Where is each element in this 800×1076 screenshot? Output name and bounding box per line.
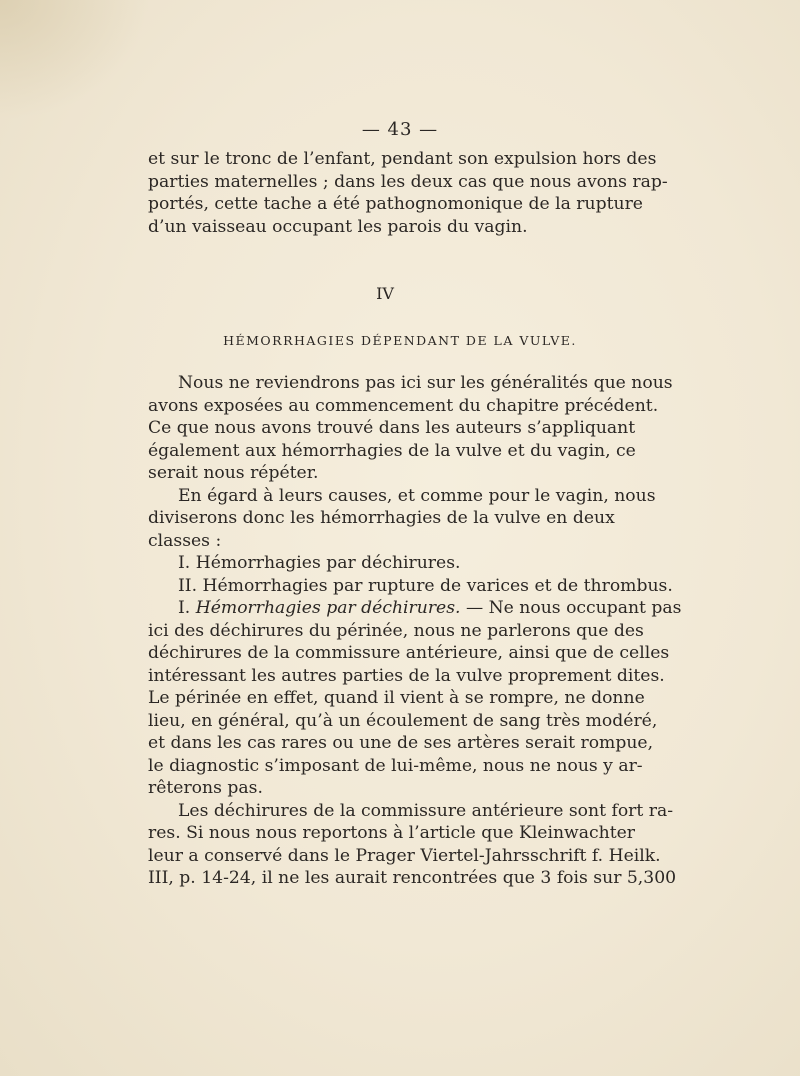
intro-paragraph <box>148 148 668 238</box>
text-line: lieu, en général, qu’à un écoulement de sang très modéré, <box>148 710 658 731</box>
classification-item: I. Hémorrhagies par déchirures. <box>178 553 461 573</box>
text-line: et dans les cas rares ou une de ses artères serait rompue, <box>148 733 654 753</box>
text-line: ici des déchirures du périnée, nous ne parlerons que des <box>148 620 644 641</box>
text-line: Le périnée en effet, quand il vient à se rompre, ne donne <box>148 688 645 708</box>
subsection-number: I. <box>178 598 191 618</box>
text-line: leur a conservé dans le Prager Viertel-Jahrsschrift f. Heilk. <box>148 845 661 866</box>
text-line: diviserons donc les hémorrhagies de la vulve en deux <box>148 508 615 528</box>
text-fragment: — Ne nous occupant pas <box>465 598 682 618</box>
subsection-heading-line <box>148 597 682 620</box>
section-body <box>148 372 682 890</box>
text-line: déchirures de la commissure antérieure, ainsi que de celles <box>148 643 670 663</box>
subsection-title: Hémorrhagies par déchirures. <box>195 598 461 618</box>
text-line: III, p. 14-24, il ne les aurait rencontrées que 3 fois sur 5,300 <box>148 868 677 888</box>
section-title: HÉMORRHAGIES DÉPENDANT DE LA VULVE. <box>223 333 577 348</box>
text-line: le diagnostic s’imposant de lui-même, nous ne nous y ar- <box>148 755 643 776</box>
section-number: IV <box>376 284 394 303</box>
text-line: Nous ne reviendrons pas ici sur les généralités que nous <box>178 373 673 393</box>
text-line: parties maternelles ; dans les deux cas que nous avons rap- <box>148 171 668 192</box>
text-line: avons exposées au commencement du chapitre précédent. <box>148 395 659 416</box>
text-line: également aux hémorrhagies de la vulve et du vagin, ce <box>148 440 636 461</box>
text-line: En égard à leurs causes, et comme pour le vagin, nous <box>178 485 656 506</box>
text-line: serait nous répéter. <box>148 463 319 483</box>
text-line: et sur le tronc de l’enfant, pendant son expulsion hors des <box>148 149 657 169</box>
text-line: Les déchirures de la commissure antérieure sont fort ra- <box>178 800 674 821</box>
page-number: — 43 — <box>361 119 439 140</box>
paper-stain <box>0 0 150 120</box>
text-line: portés, cette tache a été pathognomonique de la rupture <box>148 194 643 214</box>
text-line: classes : <box>148 530 222 551</box>
text-line: rêterons pas. <box>148 778 263 798</box>
text-line: d’un vaisseau occupant les parois du vagin. <box>148 216 528 237</box>
text-line: Ce que nous avons trouvé dans les auteurs s’appliquant <box>148 418 636 438</box>
text-line: res. Si nous nous reportons à l’article que Kleinwachter <box>148 823 635 843</box>
classification-item: II. Hémorrhagies par rupture de varices et de thrombus. <box>178 575 673 596</box>
text-line: intéressant les autres parties de la vulve proprement dites. <box>148 665 665 686</box>
